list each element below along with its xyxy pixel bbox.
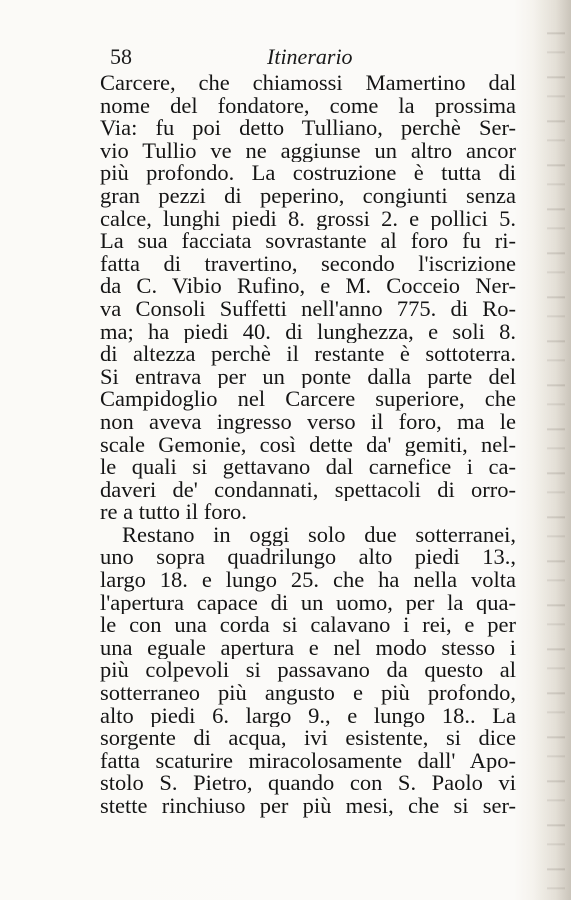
text-line: va Consoli Suffetti nell'anno 775. di Ro- xyxy=(100,297,516,321)
running-head: Itinerario xyxy=(267,44,353,69)
text-line: l'apertura capace di un uomo, per la qua- xyxy=(100,591,516,615)
text-line: di altezza perchè il restante è sottoterra. xyxy=(100,343,516,366)
text-line: gran pezzi di peperino, congiunti senza xyxy=(100,184,516,208)
paragraph-start-line: Restano in oggi solo due sotterranei, xyxy=(122,523,516,547)
paragraph-end-line: re a tutto il foro. xyxy=(100,501,247,524)
text-line: daveri de' condannati, spettacoli di orro- xyxy=(100,478,516,502)
text-line: Via: fu poi detto Tulliano, perchè Ser- xyxy=(100,117,516,140)
text-line: le con una corda si calavano i rei, e per xyxy=(100,614,516,637)
text-line: La sua facciata sovrastante al foro fu ri- xyxy=(100,230,516,253)
text-line: vio Tullio ve ne aggiunse un altro ancor xyxy=(100,139,516,163)
text-line: più profondo. La costruzione è tutta di xyxy=(100,162,516,185)
text-line: alto piedi 6. largo 9., e lungo 18.. La xyxy=(100,704,516,728)
text-line: calce, lunghi piedi 8. grossi 2. e pollici 5. xyxy=(100,207,516,231)
text-line: stolo S. Pietro, quando con S. Paolo vi xyxy=(100,772,516,795)
text-line: scale Gemonie, così dette da' gemiti, nel- xyxy=(100,433,516,457)
page-edge-texture xyxy=(547,10,565,890)
text-line: sorgente di acqua, ivi esistente, si dice xyxy=(100,727,516,750)
page-number: 58 xyxy=(110,44,132,69)
text-line: Campidoglio nel Carcere superiore, che xyxy=(100,388,516,411)
text-line: largo 18. e lungo 25. che ha nella volta xyxy=(100,569,516,592)
text-line: nome del fondatore, come la prossima xyxy=(100,94,516,118)
text-line: uno sopra quadrilungo alto piedi 13., xyxy=(100,546,516,570)
text-line: fatta scaturire miracolosamente dall' Apo- xyxy=(100,749,516,773)
page-header xyxy=(102,44,502,74)
text-line: Si entrava per un ponte dalla parte del xyxy=(100,365,516,389)
text-line: ma; ha piedi 40. di lunghezza, e soli 8. xyxy=(100,320,516,344)
text-line: non aveva ingresso verso il foro, ma le xyxy=(100,410,516,434)
text-line: più colpevoli si passavano da questo al xyxy=(100,659,516,683)
text-line: una eguale apertura e nel modo stesso i xyxy=(100,636,516,660)
text-line: da C. Vibio Rufino, e M. Cocceio Ner- xyxy=(100,275,516,298)
text-line: stette rinchiuso per più mesi, che si ser- xyxy=(100,795,516,818)
text-line: sotterraneo più angusto e più profondo, xyxy=(100,682,516,705)
text-line: le quali si gettavano dal carnefice i ca- xyxy=(100,456,516,479)
text-line: Carcere, che chiamossi Mamertino dal xyxy=(100,72,516,95)
body-text xyxy=(100,72,516,818)
text-line: fatta di travertino, secondo l'iscrizione xyxy=(100,252,516,276)
